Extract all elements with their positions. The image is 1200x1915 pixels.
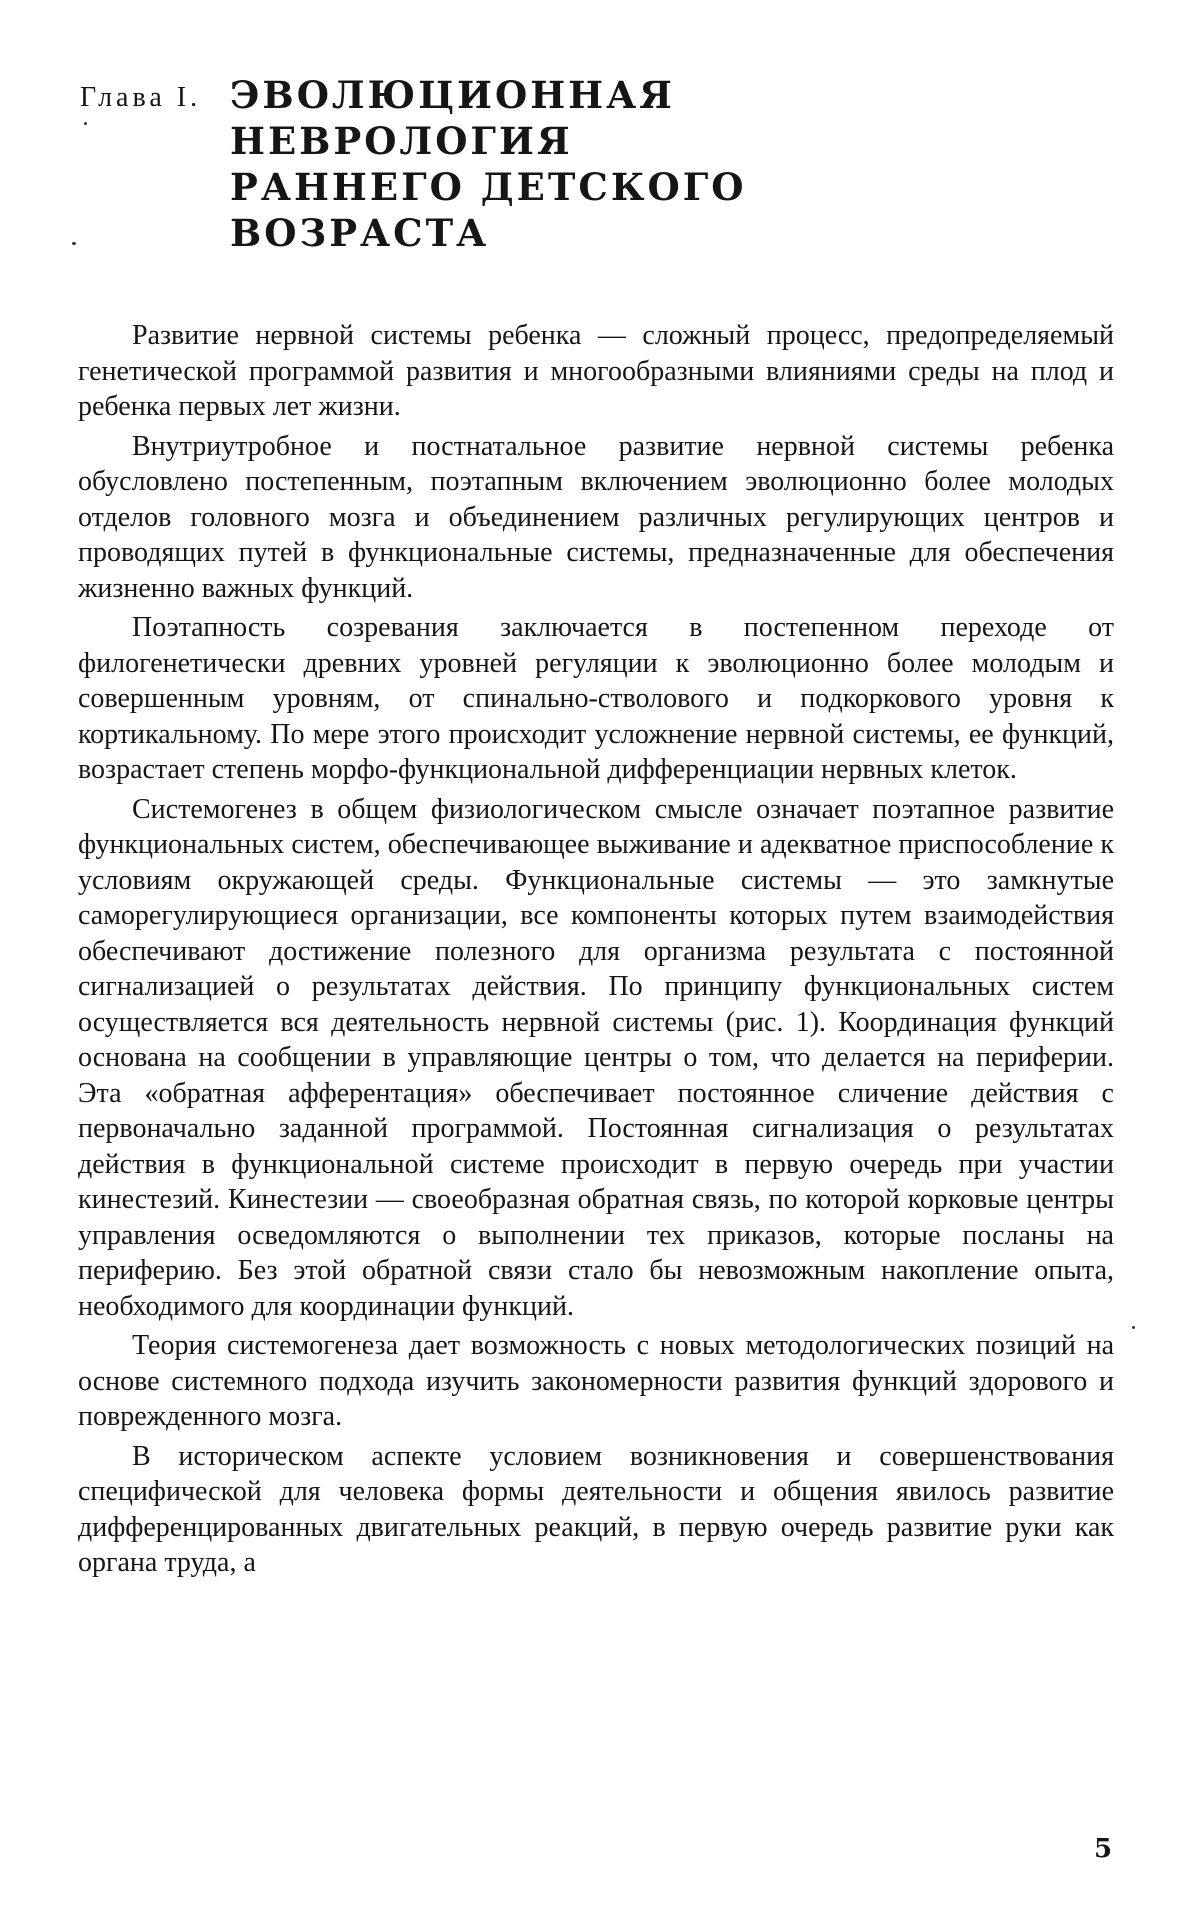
paragraph: Системогенез в общем физиологическом смысле означает поэтапное развитие функциональных систем, обеспечивающее выживание и адекватное приспособление к условиям окружающей среды. Функциональные системы — это замкнутые саморегулирующиеся организации, все компоненты которых путем взаимодействия обеспечивают достижение полезного для организма результата с постоянной сигнализацией о результатах действия. По принципу функциональных систем осуществляется вся деятельность нервной системы (рис. 1). Координация функций основана на сообщении в управляющие центры о том, что делается на периферии. Эта «обратная афферентация» обеспечивает постоянное сличение действия с первоначально заданной программой. Постоянная сигнализация о результатах действия в функциональной системе происходит в первую очередь при участии кинестезий. Кинестезии — своеобразная обратная связь, по которой корковые центры управления осведомляются о выполнении тех приказов, которые посланы на периферию. Без этой обратной связи стало бы невозможным накопление опыта, необходимого для координации функций. — [78, 793, 1114, 1322]
chapter-title-line: ВОЗРАСТА — [230, 211, 490, 255]
paragraph: Внутриутробное и постнатальное развитие нервной системы ребенка обусловлено постепенным, поэтапным включением эволюционно более молодых отделов головного мозга и объединением различных регулирующих центров и проводящих путей в функциональные системы, предназначенные для обеспечения жизненно важных функций. — [78, 430, 1114, 604]
chapter-title-line: РАННЕГО ДЕТСКОГО — [230, 165, 747, 209]
chapter-title-line: НЕВРОЛОГИЯ — [230, 119, 573, 163]
chapter-label: Глава I. — [80, 82, 202, 113]
print-speck — [1132, 1326, 1135, 1329]
paragraph: Поэтапность созревания заключается в постепенном переходе от филогенетически древних уровней регуляции к эволюционно более молодым и совершенным уровням, от спинально-стволового и подкоркового уровня к кортикальному. По мере этого происходит усложнение нервной системы, ее функций, возрастает степень морфо-функциональной дифференциации нервных клеток. — [78, 612, 1114, 785]
paragraph: Развитие нервной системы ребенка — сложный процесс, предопределяемый генетической программой развития и многообразными влияниями среды на плод и ребенка первых лет жизни. — [78, 320, 1114, 422]
page-number: 5 — [1094, 1834, 1113, 1864]
body-text — [78, 318, 1114, 1581]
chapter-title — [230, 72, 746, 256]
paragraph: Теория системогенеза дает возможность с новых методологических позиций на основе системного подхода изучить закономерности развития функций здорового и поврежденного мозга. — [78, 1330, 1114, 1432]
print-speck — [72, 242, 76, 245]
chapter-title-line: ЭВОЛЮЦИОННАЯ — [230, 73, 675, 117]
paragraph: В историческом аспекте условием возникновения и совершенствования специфической для человека формы деятельности и общения явилось развитие дифференцированных двигательных реакций, в первую очередь развитие руки как органа труда, а — [78, 1440, 1114, 1578]
chapter-header — [80, 72, 746, 256]
